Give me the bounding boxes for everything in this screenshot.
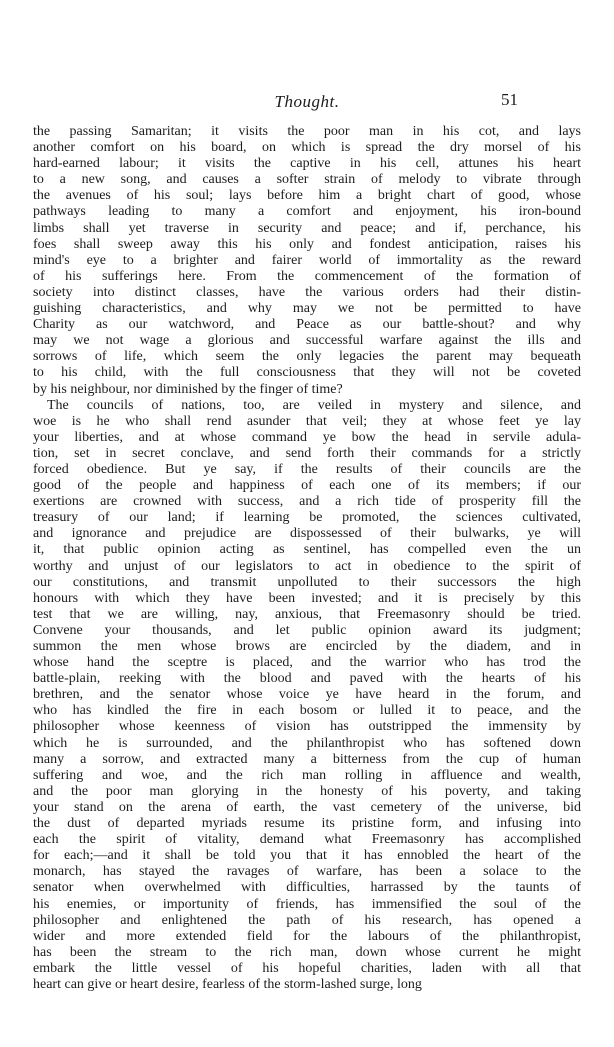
text-line: and ignorance and prejudice are dispossessed of their bulwarks, ye will bbox=[33, 526, 581, 542]
text-line: sorrows of life, which seem the only legacies the parent may bequeath bbox=[33, 349, 581, 365]
page-number: 51 bbox=[501, 90, 518, 109]
text-line: pathways leading to many a comfort and enjoyment, his iron-bound bbox=[33, 204, 581, 220]
text-line: woe is he who shall rend asunder that veil; they at whose feet ye lay bbox=[33, 413, 581, 429]
text-line: may we not wage a glorious and successful warfare against the ills and bbox=[33, 333, 581, 349]
running-title: Thought. bbox=[274, 92, 340, 111]
text-line: Convene your thousands, and let public opinion award its judgment; bbox=[33, 622, 581, 638]
text-line: The councils of nations, too, are veiled in mystery and silence, and bbox=[47, 397, 581, 413]
text-line: which he is surrounded, and the philanthropist who has softened down bbox=[33, 735, 581, 751]
text-line: has been the stream to the rich man, down whose current he might bbox=[33, 944, 581, 960]
body-text bbox=[33, 124, 581, 993]
text-line: foes shall sweep away this his only and fondest anticipation, raises his bbox=[33, 236, 581, 252]
text-line: Charity as our watchword, and Peace as our battle-shout? and why bbox=[33, 317, 581, 333]
text-line: to his child, with the full consciousness that they will not be coveted bbox=[33, 365, 581, 381]
text-line: his enemies, or importunity of friends, has immensified the soul of the bbox=[33, 896, 581, 912]
text-line: another comfort on his board, on which is spread the dry morsel of his bbox=[33, 140, 581, 156]
text-line: honours with which they have been invested; and it is precisely by this bbox=[33, 590, 581, 606]
text-line: your liberties, and at whose command ye bow the head in servile adula- bbox=[33, 429, 581, 445]
text-line: guishing characteristics, and why may we not be permitted to have bbox=[33, 301, 581, 317]
text-line: embark the little vessel of his hopeful charities, laden with all that bbox=[33, 960, 581, 976]
text-line: who has kindled the fire in each bosom or lulled it to peace, and the bbox=[33, 703, 581, 719]
text-line: the dust of departed myriads resume its pristine form, and infusing into bbox=[33, 816, 581, 832]
text-line: whose hand the sceptre is placed, and the warrior who has trod the bbox=[33, 655, 581, 671]
text-line: many a sorrow, and extracted many a bitterness from the cup of human bbox=[33, 751, 581, 767]
text-line: philosopher whose keenness of vision has outstripped the immensity by bbox=[33, 719, 581, 735]
text-line: it, that public opinion acting as sentinel, has compelled even the un bbox=[33, 542, 581, 558]
text-line: brethren, and the senator whose voice ye have heard in the forum, and bbox=[33, 687, 581, 703]
text-line: senator when overwhelmed with difficulties, harrassed by the taunts of bbox=[33, 880, 581, 896]
text-line: each the spirit of vitality, demand what Freemasonry has accomplished bbox=[33, 832, 581, 848]
text-line: and the poor man glorying in the honesty of his poverty, and taking bbox=[33, 783, 581, 799]
text-line: tion, set in secret conclave, and send forth their commands for a strictly bbox=[33, 445, 581, 461]
text-line: monarch, has stayed the ravages of warfare, has been a solace to the bbox=[33, 864, 581, 880]
text-line: for each;—and it shall be told you that it has ennobled the heart of the bbox=[33, 848, 581, 864]
text-line: wider and more extended field for the labours of the philanthropist, bbox=[33, 928, 581, 944]
text-line: treasury of our land; if learning be promoted, the sciences cultivated, bbox=[33, 510, 581, 526]
text-line: your stand on the arena of earth, the vast cemetery of the universe, bid bbox=[33, 799, 581, 815]
text-line: philosopher and enlightened the path of his research, has opened a bbox=[33, 912, 581, 928]
text-line: of his sufferings here. From the commencement of the formation of bbox=[33, 268, 581, 284]
text-line: forced obedience. But ye say, if the results of their councils are the bbox=[33, 461, 581, 477]
text-line: the avenues of his soul; lays before him a bright chart of good, whose bbox=[33, 188, 581, 204]
text-line: by his neighbour, nor diminished by the finger of time? bbox=[33, 381, 343, 397]
text-line: to a new song, and causes a softer strain of melody to vibrate through bbox=[33, 172, 581, 188]
text-line: society into distinct classes, have the various orders had their distin- bbox=[33, 284, 581, 300]
text-line: exertions are crowned with success, and a rich tide of prosperity fill the bbox=[33, 494, 581, 510]
text-line: mind's eye to a brighter and fairer world of immortality as the reward bbox=[33, 252, 581, 268]
text-line: the passing Samaritan; it visits the poor man in his cot, and lays bbox=[33, 124, 581, 139]
text-line: heart can give or heart desire, fearless of the storm-lashed surge, long bbox=[33, 976, 422, 992]
text-line: good of the people and happiness of each one of its members; if our bbox=[33, 478, 581, 494]
text-line: summon the men whose brows are encircled by the diadem, and in bbox=[33, 639, 581, 654]
text-line: suffering and woe, and the rich man rolling in affluence and wealth, bbox=[33, 767, 581, 783]
text-line: worthy and unjust of our legislators to act in obedience to the spirit of bbox=[33, 558, 581, 574]
text-line: limbs shall yet traverse in security and peace; and if, perchance, his bbox=[33, 220, 581, 236]
text-line: battle-plain, reeking with the blood and paved with the hearts of his bbox=[33, 671, 581, 687]
text-line: test that we are willing, nay, anxious, that Freemasonry should be tried. bbox=[33, 606, 581, 622]
text-line: hard-earned labour; it visits the captive in his cell, attunes his heart bbox=[33, 156, 581, 172]
text-line: our constitutions, and transmit unpolluted to their successors the high bbox=[33, 574, 581, 590]
